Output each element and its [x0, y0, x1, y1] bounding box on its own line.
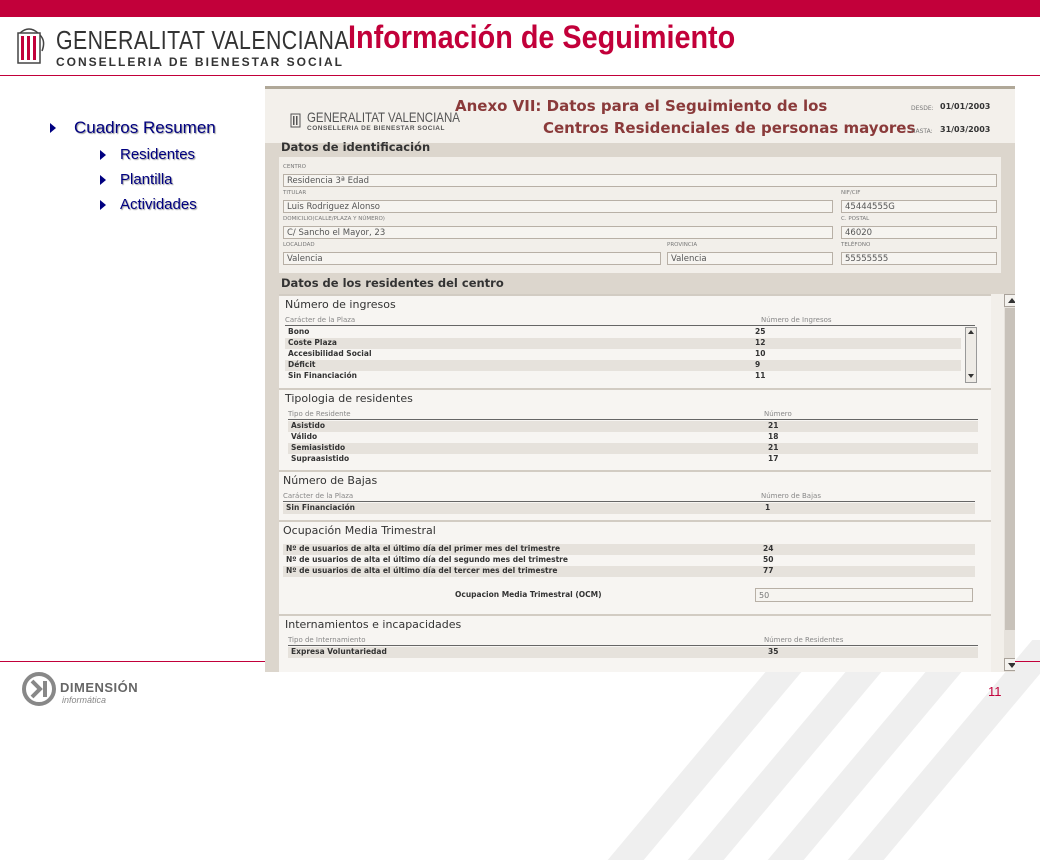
bullet-list: [50, 118, 216, 221]
row-value: 17: [768, 454, 779, 463]
form-header: [265, 86, 1015, 143]
telefono-input[interactable]: 55555555: [841, 252, 997, 265]
row-value: 11: [755, 371, 766, 380]
scroll-up-arrow-icon[interactable]: [968, 330, 974, 334]
field-label: PROVINCIA: [667, 242, 698, 248]
generalitat-logo: [10, 21, 349, 73]
dimension-logo: [22, 672, 162, 712]
section-title: Ocupación Media Trimestral: [283, 524, 436, 537]
sub-bullet-item: [100, 171, 216, 188]
dimension-subtitle: informática: [62, 695, 107, 705]
table-row: [288, 432, 978, 443]
residents-section-title: Datos de los residentes del centro: [281, 276, 504, 290]
row-label: Bono: [288, 327, 310, 336]
table-row: [285, 349, 961, 360]
column-header: Carácter de la Plaza: [283, 492, 354, 500]
sub-bullet-item: [100, 196, 216, 213]
table-row: [288, 647, 978, 658]
main-scrollbar[interactable]: [1004, 294, 1015, 672]
table-row: [285, 360, 961, 371]
scroll-down-button[interactable]: [1004, 658, 1015, 671]
dimension-name: DIMENSIÓN: [60, 680, 139, 695]
row-value: 9: [755, 360, 761, 369]
row-value: 25: [755, 327, 766, 336]
ocm-input[interactable]: 50: [755, 588, 973, 602]
bullet-arrow-icon: [100, 175, 106, 185]
row-value: 50: [763, 555, 774, 564]
field-label: LOCALIDAD: [283, 242, 315, 248]
centro-input[interactable]: Residencia 3ª Edad: [283, 174, 997, 187]
coat-of-arms-icon: [14, 25, 48, 67]
hasta-label: HASTA:: [911, 128, 933, 135]
row-label: Nº de usuarios de alta el último día del primer mes del trimestre: [286, 544, 561, 553]
form-org-subtitle: CONSELLERIA DE BIENESTAR SOCIAL: [307, 125, 445, 132]
sub-bullet-text: Residentes: [120, 146, 196, 163]
row-label: Coste Plaza: [288, 338, 337, 347]
sub-bullet-text: Actividades: [120, 196, 197, 213]
nif-input[interactable]: 45444555G: [841, 200, 997, 213]
header-divider: [288, 645, 978, 646]
field-label: NIF/CIF: [841, 190, 861, 196]
field-label: C. POSTAL: [841, 216, 870, 222]
table-row: [283, 544, 975, 555]
desde-value: 01/01/2003: [940, 102, 991, 111]
hasta-value: 31/03/2003: [940, 125, 991, 134]
table-row: [288, 454, 978, 465]
section-title: Tipologia de residentes: [285, 392, 413, 405]
table-row: [285, 327, 961, 338]
tipologia-section: [279, 388, 991, 470]
field-label: TELÉFONO: [841, 242, 871, 248]
scroll-up-button[interactable]: [1004, 294, 1015, 307]
scroll-up-arrow-icon: [1008, 298, 1015, 303]
titular-input[interactable]: Luis Rodriguez Alonso: [283, 200, 833, 213]
column-header: Tipo de Internamiento: [288, 636, 366, 644]
bullet-arrow-icon: [50, 123, 56, 133]
sub-bullet-text: Plantilla: [120, 171, 173, 188]
table-row: [283, 555, 975, 566]
internamientos-section: [279, 614, 991, 672]
sub-bullet-item: [100, 146, 216, 163]
row-label: Supraasistido: [291, 454, 350, 463]
row-value: 18: [768, 432, 779, 441]
field-label: DOMICILIO(CALLE/PLAZA Y NÚMERO): [283, 216, 385, 222]
table-row: [285, 371, 961, 382]
domicilio-input[interactable]: C/ Sancho el Mayor, 23: [283, 226, 833, 239]
table-row: [288, 421, 978, 432]
header-divider: [288, 419, 978, 420]
annex-title-line-1: Anexo VII: Datos para el Seguimiento de los: [455, 97, 828, 115]
row-label: Sin Financiación: [288, 371, 357, 380]
row-value: 12: [755, 338, 766, 347]
top-brand-bar: [0, 0, 1040, 17]
table-row: [283, 566, 975, 577]
ingresos-section: [279, 294, 991, 388]
page-title: Información de Seguimiento: [348, 19, 736, 55]
row-label: Accesibilidad Social: [288, 349, 372, 358]
identification-section-title: Datos de identificación: [281, 140, 431, 154]
row-value: 1: [765, 503, 771, 512]
field-label: TITULAR: [283, 190, 307, 196]
row-label: Válido: [291, 432, 318, 441]
desde-label: DESDE:: [911, 105, 934, 112]
column-header: Tipo de Residente: [288, 410, 351, 418]
row-label: Semiasistido: [291, 443, 346, 452]
footer-divider: [0, 661, 265, 662]
row-label: Nº de usuarios de alta el último día del segundo mes del trimestre: [286, 555, 568, 564]
bullet-text: Cuadros Resumen: [74, 118, 216, 137]
column-header: Carácter de la Plaza: [285, 316, 356, 324]
row-value: 24: [763, 544, 774, 553]
table-row: [285, 338, 961, 349]
ocm-label: Ocupacion Media Trimestral (OCM): [455, 590, 602, 599]
row-label: Asistido: [291, 421, 325, 430]
org-subtitle: CONSELLERIA DE BIENESTAR SOCIAL: [56, 55, 345, 69]
table-row: [288, 443, 978, 454]
scroll-down-arrow-icon[interactable]: [968, 374, 974, 378]
footer-divider: [1015, 661, 1040, 662]
form-org-name: GENERALITAT VALENCIANA: [307, 109, 460, 125]
bullet-arrow-icon: [100, 200, 106, 210]
section-title: Número de ingresos: [285, 298, 396, 311]
row-label: Sin Financiación: [286, 503, 355, 512]
row-value: 21: [768, 421, 779, 430]
column-header: Número: [764, 410, 792, 418]
provincia-input[interactable]: Valencia: [667, 252, 833, 265]
section-title: Número de Bajas: [283, 474, 378, 487]
row-value: 77: [763, 566, 774, 575]
page-number: 11: [988, 684, 1002, 699]
table-scrollbar[interactable]: [965, 327, 977, 383]
coat-of-arms-icon: [290, 111, 302, 129]
ocupacion-section: [279, 520, 991, 614]
slide-header: [0, 17, 1040, 76]
section-title: Internamientos e incapacidades: [285, 618, 462, 631]
annex-title-line-2: Centros Residenciales de personas mayores: [543, 119, 916, 137]
localidad-input[interactable]: Valencia: [283, 252, 661, 265]
row-value: 35: [768, 647, 779, 656]
scrollbar-thumb[interactable]: [1005, 308, 1015, 630]
bajas-section: [279, 470, 991, 520]
header-divider: [283, 501, 975, 502]
scroll-down-arrow-icon: [1008, 663, 1015, 668]
field-label: CENTRO: [283, 164, 306, 170]
table-row: [283, 503, 975, 514]
residents-scroll-area[interactable]: [279, 294, 1015, 672]
form-screenshot: [265, 86, 1015, 672]
column-header: Número de Residentes: [764, 636, 844, 644]
row-value: 21: [768, 443, 779, 452]
org-name: GENERALITAT VALENCIANA: [56, 25, 349, 55]
row-label: Expresa Voluntariedad: [291, 647, 387, 656]
dimension-logo-icon: [22, 672, 56, 706]
column-header: Número de Ingresos: [761, 316, 832, 324]
header-divider: [285, 325, 975, 326]
row-value: 10: [755, 349, 766, 358]
postal-code-input[interactable]: 46020: [841, 226, 997, 239]
row-label: Déficit: [288, 360, 316, 369]
identification-panel: [279, 157, 1001, 273]
bullet-arrow-icon: [100, 150, 106, 160]
column-header: Número de Bajas: [761, 492, 821, 500]
row-label: Nº de usuarios de alta el último día del tercer mes del trimestre: [286, 566, 558, 575]
bullet-item: [50, 118, 216, 138]
